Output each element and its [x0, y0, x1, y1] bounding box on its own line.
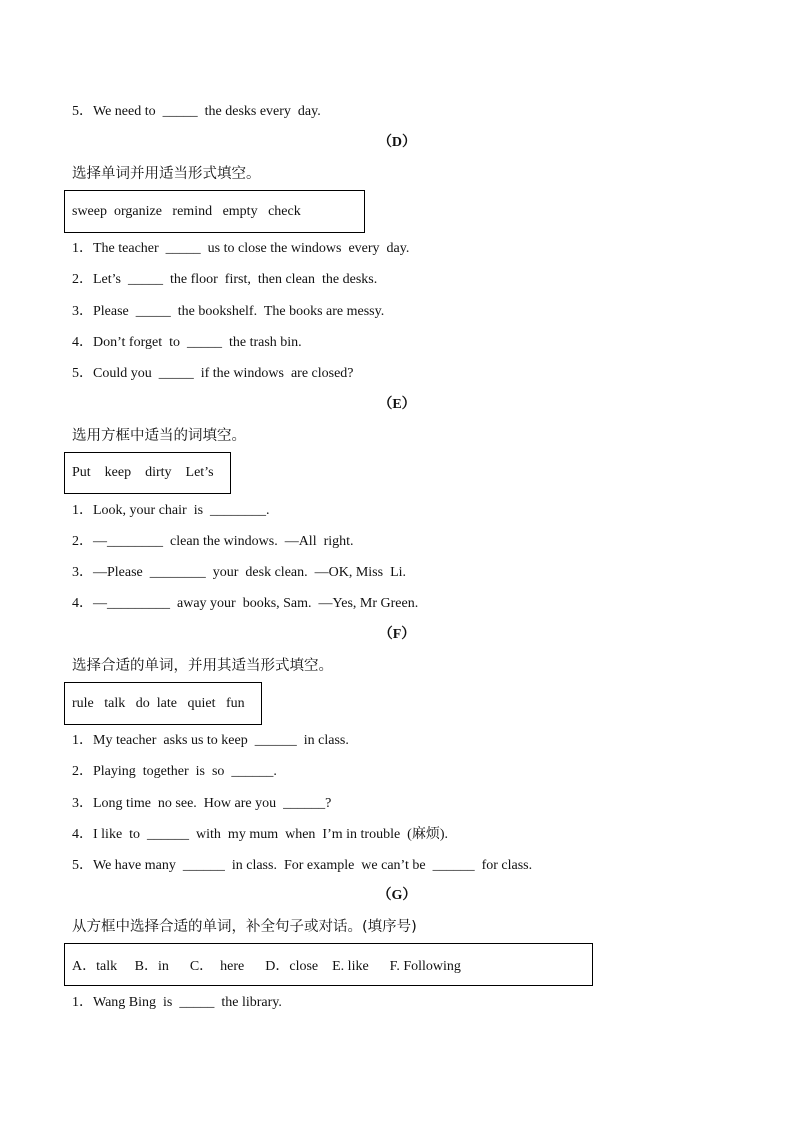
- question-line: 3．—Please ________ your desk clean. —OK, Miss Li.: [72, 565, 407, 580]
- question-line: 4．—_________ away your books, Sam. —Yes, Mr Green.: [72, 596, 419, 611]
- word-box-f: rule talk do late quiet fun: [64, 682, 262, 725]
- word-box-e: Put keep dirty Let’s: [64, 452, 231, 494]
- question-line: 5．Could you _____ if the windows are closed?: [72, 366, 354, 381]
- question-line: 4．I like to ______ with my mum when I’m in trouble (麻烦).: [72, 827, 449, 842]
- section-heading-g: （G）: [377, 888, 417, 903]
- question-line: 1．Wang Bing is _____ the library.: [72, 995, 282, 1010]
- question-line: 1．The teacher _____ us to close the windows every day.: [72, 241, 410, 256]
- section-instruction-e: 选用方框中适当的词填空。: [72, 428, 246, 444]
- question-line: 2．Let’s _____ the floor first, then clean the desks.: [72, 272, 378, 287]
- question-line: 3．Please _____ the bookshelf. The books are messy.: [72, 304, 385, 319]
- section-instruction-g: 从方框中选择合适的单词，补全句子或对话。(填序号): [72, 919, 417, 935]
- question-line: 1．Look, your chair is ________.: [72, 503, 270, 518]
- word-box-d: sweep organize remind empty check: [64, 190, 365, 233]
- question-line: 4．Don’t forget to _____ the trash bin.: [72, 335, 302, 350]
- section-heading-d: （D）: [377, 135, 417, 150]
- question-line: 5．We have many ______ in class. For example we can’t be ______ for class.: [72, 858, 533, 873]
- section-heading-e: （E）: [378, 397, 416, 412]
- section-instruction-d: 选择单词并用适当形式填空。: [72, 166, 261, 182]
- section-heading-f: （F）: [378, 627, 416, 642]
- question-line: 2．—________ clean the windows. —All right.: [72, 534, 354, 549]
- section-instruction-f: 选择合适的单词，并用其适当形式填空。: [72, 658, 333, 674]
- word-box-g: A．talk B．in C． here D．close E. like F. Following: [64, 943, 593, 986]
- question-line: 1．My teacher asks us to keep ______ in class.: [72, 733, 349, 748]
- question-line: 5．We need to _____ the desks every day.: [72, 104, 321, 119]
- question-line: 2．Playing together is so ______.: [72, 764, 277, 779]
- question-line: 3．Long time no see. How are you ______?: [72, 796, 332, 811]
